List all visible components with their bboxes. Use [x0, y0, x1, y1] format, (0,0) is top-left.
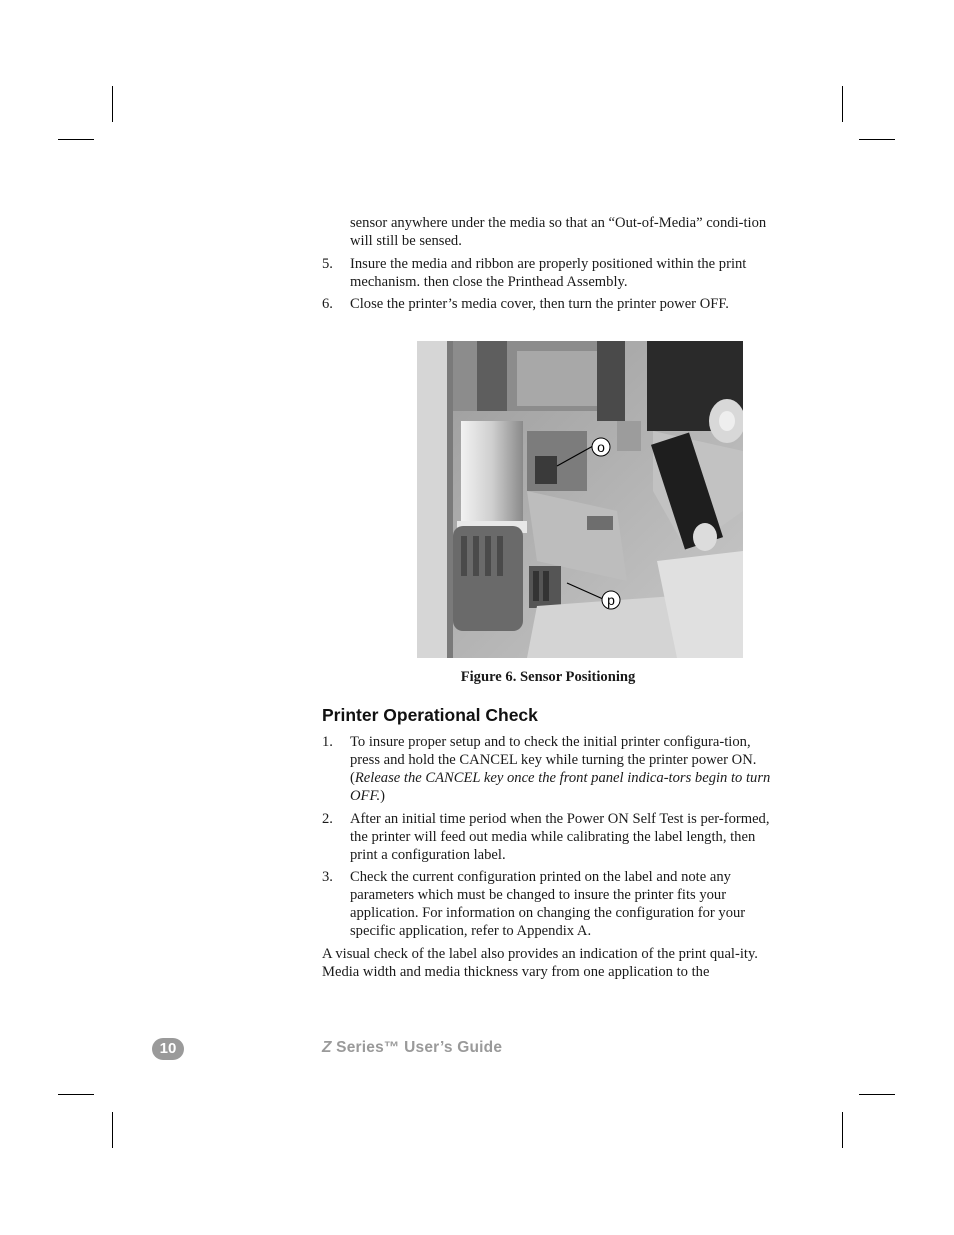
list-text-end: )	[380, 788, 386, 804]
closing-paragraph: A visual check of the label also provides an indication of the print qual-ity. Media width and media thickness vary from one application to the	[322, 945, 758, 980]
intro-block	[322, 214, 774, 318]
crop-mark	[842, 1112, 843, 1148]
sensor-positioning-photo	[417, 341, 743, 658]
crop-mark	[859, 1094, 895, 1095]
list-number: 5.	[322, 255, 333, 272]
list-number: 3.	[322, 869, 333, 885]
callout-p: p	[607, 592, 615, 608]
list-text: Insure the media and ribbon are properly positioned within the print mechanism. then close the Printhead Assembly.	[350, 255, 747, 290]
list-item	[322, 868, 774, 940]
list-item	[322, 255, 774, 291]
crop-mark	[112, 86, 113, 122]
crop-mark	[842, 86, 843, 122]
footer-title-text: Series™ User’s Guide	[331, 1039, 503, 1056]
list-item	[322, 810, 774, 864]
section-steps	[322, 733, 774, 940]
printer-mechanism-illustration	[417, 341, 743, 658]
figure-caption: Figure 6. Sensor Positioning	[460, 669, 636, 685]
continuation-paragraph: sensor anywhere under the media so that an “Out-of-Media” condi-tion will still be sensed.	[350, 215, 767, 249]
list-text: To insure proper setup and to check the initial printer configura-tion, press and hold the CANCEL key while turning the printer power ON. (	[350, 734, 757, 786]
footer-z: Z	[322, 1039, 332, 1056]
page-number-badge: 10	[152, 1038, 184, 1060]
list-number: 1.	[322, 734, 333, 750]
list-item	[322, 295, 774, 313]
section-body	[322, 733, 774, 981]
list-text: Close the printer’s media cover, then turn the printer power OFF.	[350, 296, 729, 312]
list-number: 6.	[322, 296, 333, 312]
callout-o: o	[597, 439, 605, 455]
section-heading: Printer Operational Check	[322, 705, 538, 725]
crop-mark	[859, 139, 895, 140]
running-footer	[322, 1039, 502, 1057]
crop-mark	[112, 1112, 113, 1148]
crop-mark	[58, 139, 94, 140]
list-text: After an initial time period when the Power ON Self Test is per-formed, the printer will feed out media while calibrating the label length, then print a configuration label.	[350, 810, 770, 863]
list-number: 2.	[322, 810, 333, 827]
list-text: Check the current configuration printed on the label and note any parameters which must be changed to insure the printer fits your application. For information on changing the configuration for your specific application, refer to Appendix A.	[350, 869, 746, 939]
intro-steps	[322, 255, 774, 314]
list-item	[322, 733, 774, 805]
list-text-italic: Release the CANCEL key once the front panel indica-tors begin to turn OFF.	[350, 770, 771, 804]
crop-mark	[58, 1094, 94, 1095]
